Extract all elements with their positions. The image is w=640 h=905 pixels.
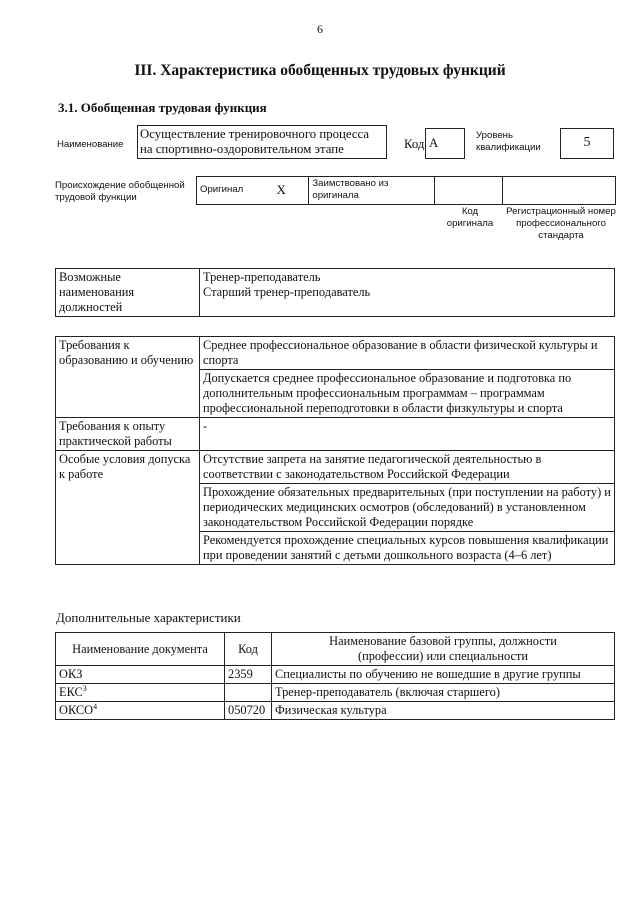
level-label: Уровень квалификации [476, 130, 541, 153]
reg-number-caption: Регистрационный номер профессионального стандарта [506, 206, 616, 241]
header-name: Наименование базовой группы, должности (профессии) или специальности [272, 633, 615, 666]
conditions-label: Особые условия допуска к работе [56, 451, 200, 565]
section-title: III. Характеристика обобщенных трудовых функций [134, 62, 506, 79]
original-mark: X [273, 177, 308, 205]
row-doc: ОКСО$^4$ [56, 702, 225, 720]
original-label: Оригинал [197, 177, 274, 205]
row-code: 2359 [225, 666, 272, 684]
origin-label: Происхождение обобщенной трудовой функции [55, 180, 185, 203]
row-name: Физическая культура [272, 702, 615, 720]
positions-table [55, 268, 615, 317]
conditions-value-1: Отсутствие запрета на занятие педагогической деятельностью в соответствии с законодательством Российской Федерации [200, 451, 615, 484]
conditions-value-3: Рекомендуется прохождение специальных курсов повышения квалификации при проведении занятий с детьми дошкольного возраста (4–6 лет) [200, 532, 615, 565]
code-original-cell [435, 177, 503, 205]
header-doc: Наименование документа [56, 633, 225, 666]
table-row [56, 684, 615, 702]
subsection-title: 3.1. Обобщенная трудовая функция [58, 100, 267, 115]
experience-label: Требования к опыту практической работы [56, 418, 200, 451]
row-name: Специалисты по обучению не вошедшие в другие группы [272, 666, 615, 684]
row-code: 050720 [225, 702, 272, 720]
row-doc: ОКЗ [56, 666, 225, 684]
education-label: Требования к образованию и обучению [56, 337, 200, 418]
level-value-box [560, 128, 614, 159]
code-label: Код [404, 137, 425, 151]
code-original-caption: Код оригинала [446, 206, 494, 229]
origin-table [196, 176, 616, 205]
level-value: 5 [583, 135, 591, 150]
header-code: Код [225, 633, 272, 666]
conditions-value-2: Прохождение обязательных предварительных (при поступлении на работу) и периодических медицинских осмотров (обследований) в установленном законодательством Российской Федерации порядке [200, 484, 615, 532]
page-number: 6 [317, 22, 323, 36]
name-label: Наименование [57, 139, 124, 150]
positions-values [200, 269, 615, 317]
row-code [225, 684, 272, 702]
name-value: Осуществление тренировочного процесса на спортивно-оздоровительном этапе [140, 127, 370, 156]
position-item: Старший тренер-преподаватель [203, 285, 371, 299]
name-value-box [137, 125, 387, 159]
code-value-box [425, 128, 465, 159]
row-doc: ЕКС$^3$ [56, 684, 225, 702]
positions-label: Возможные наименования должностей [56, 269, 200, 317]
requirements-table [55, 336, 615, 565]
education-value-1: Среднее профессиональное образование в области физической культуры и спорта [200, 337, 615, 370]
position-item: Тренер-преподаватель [203, 270, 321, 284]
experience-value: - [200, 418, 615, 451]
additional-table [55, 632, 615, 720]
code-value: A [429, 136, 439, 150]
borrowed-label: Заимствовано из оригинала [309, 177, 435, 205]
reg-number-cell [502, 177, 615, 205]
row-name: Тренер-преподаватель (включая старшего) [272, 684, 615, 702]
additional-title: Дополнительные характеристики [56, 610, 241, 625]
education-value-2: Допускается среднее профессиональное образование и подготовка по дополнительным профессиональным программам – программам профессиональной переподготовки в области физкультуры и спорта [200, 370, 615, 418]
table-row [56, 666, 615, 684]
table-row [56, 702, 615, 720]
